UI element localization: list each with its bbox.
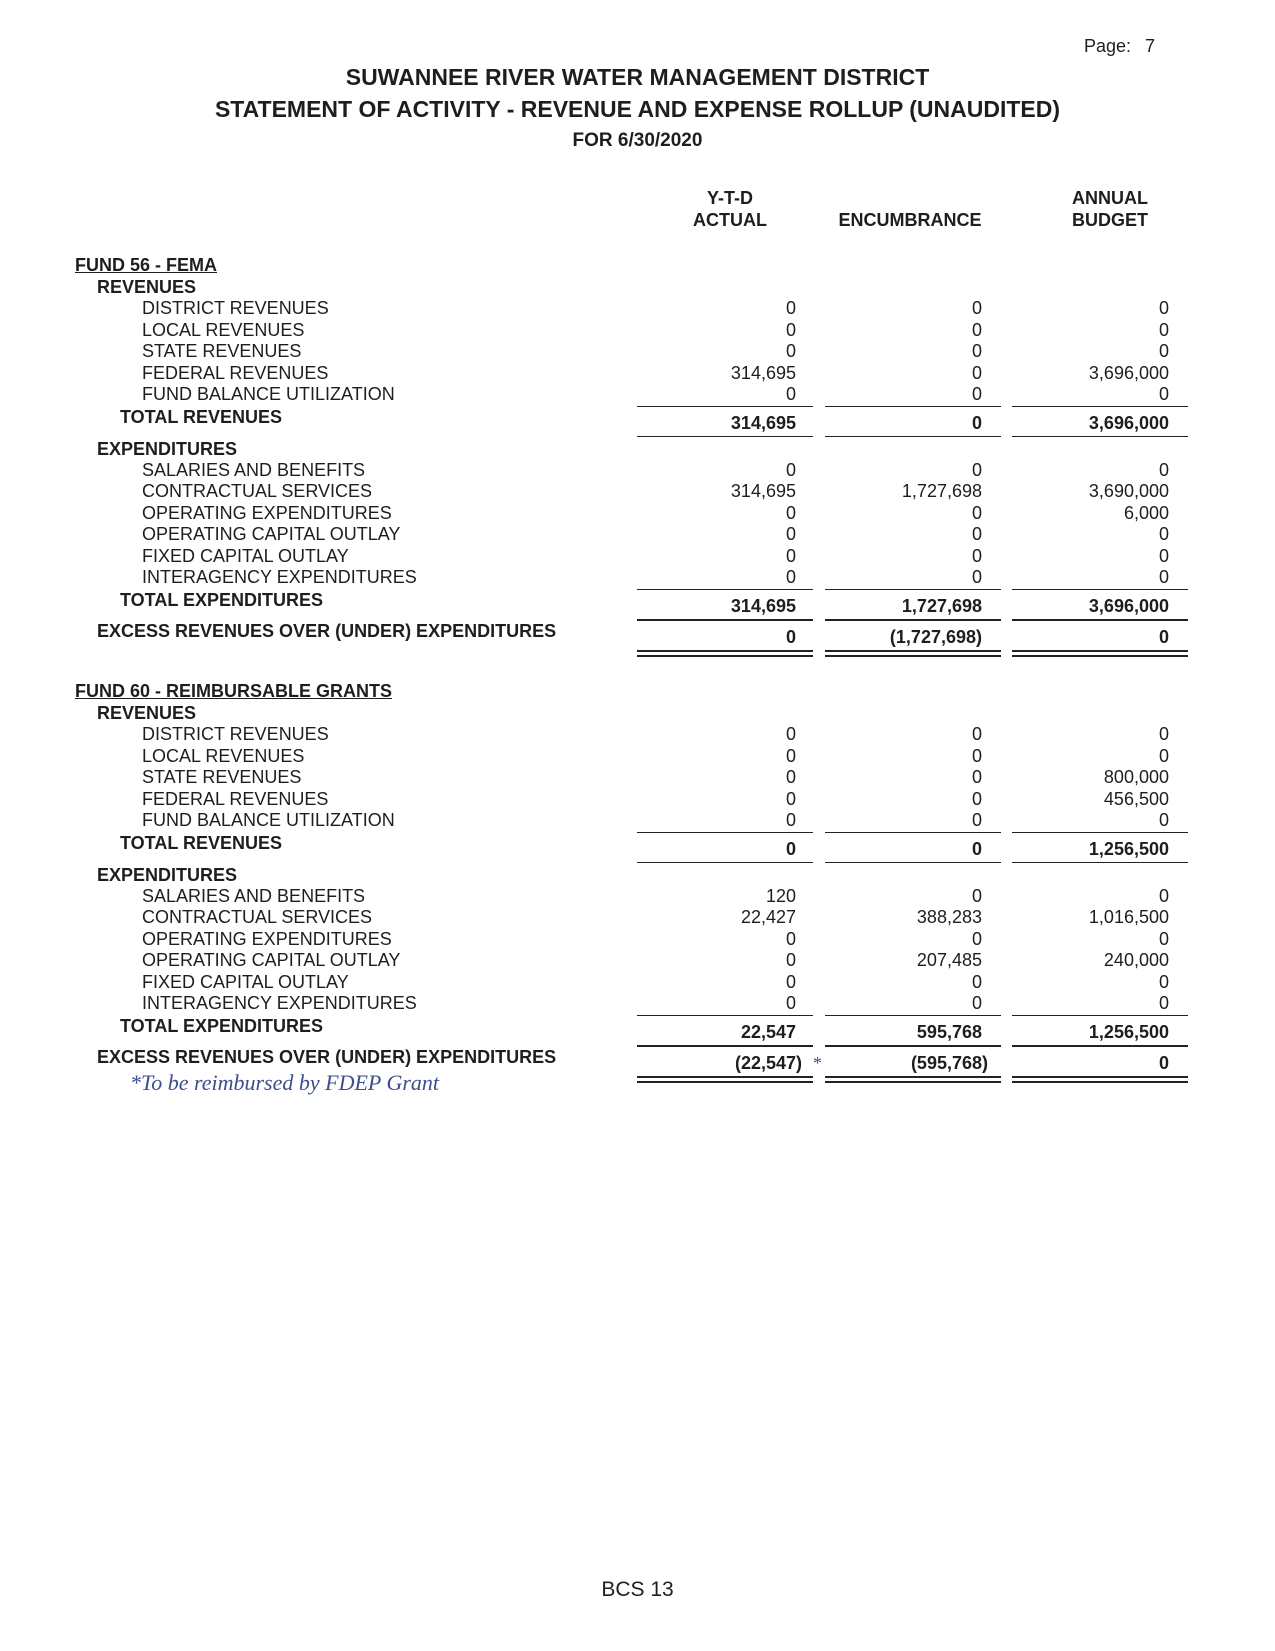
- rule: [1012, 1045, 1188, 1047]
- fund-60-rev-enc: 0: [971, 724, 982, 744]
- fund-56-exp-label: SALARIES AND BENEFITS: [142, 460, 366, 480]
- fund-60-expenditures-heading: EXPENDITURES: [97, 865, 238, 885]
- fund-60-rev-label: DISTRICT REVENUES: [142, 724, 329, 744]
- rule: [637, 406, 813, 407]
- fund-60-exp-actual: 120: [765, 886, 796, 906]
- fund-60-exp-budget: 0: [1158, 929, 1169, 949]
- rule: [1012, 862, 1188, 863]
- fund-56-total-revenues-budget: 3,696,000: [1088, 413, 1169, 433]
- fund-56-rev-budget: 0: [1158, 341, 1169, 361]
- fund-60-exp-actual: 0: [785, 993, 796, 1013]
- fund-56-rev-enc: 0: [971, 341, 982, 361]
- rule: [637, 589, 813, 590]
- fund-60-exp-enc: 0: [971, 993, 982, 1013]
- rule: [637, 1045, 813, 1047]
- fund-56-exp-budget: 0: [1158, 546, 1169, 566]
- fund-56-exp-enc: 0: [971, 546, 982, 566]
- fund-56-exp-enc: 0: [971, 503, 982, 523]
- fund-56-exp-label: FIXED CAPITAL OUTLAY: [142, 546, 349, 566]
- fund-56-exp-budget: 0: [1158, 524, 1169, 544]
- fund-60-total-expenditures-budget: 1,256,500: [1088, 1022, 1169, 1042]
- fund-56-rev-enc: 0: [971, 363, 982, 383]
- fund-60-excess-label: EXCESS REVENUES OVER (UNDER) EXPENDITURES: [97, 1047, 557, 1067]
- fund-60-rev-budget: 456,500: [1103, 789, 1169, 809]
- fund-56-rev-label: DISTRICT REVENUES: [142, 298, 329, 318]
- fund-56-exp-enc: 1,727,698: [901, 481, 982, 501]
- report-date: FOR 6/30/2020: [572, 130, 703, 151]
- fund-60-exp-label: SALARIES AND BENEFITS: [142, 886, 366, 906]
- fund-60-total-expenditures-enc: 595,768: [916, 1022, 982, 1042]
- fund-60-rev-budget: 0: [1158, 724, 1169, 744]
- fund-60-rev-actual: 0: [785, 789, 796, 809]
- fund-60-rev-budget: 800,000: [1103, 767, 1169, 787]
- fund-56-title: FUND 56 - FEMA: [75, 255, 218, 275]
- fund-56-rev-budget: 0: [1158, 320, 1169, 340]
- fund-60-exp-budget: 1,016,500: [1088, 907, 1169, 927]
- rule: [825, 862, 1001, 863]
- fund-60-exp-enc: 207,485: [916, 950, 982, 970]
- fund-60-exp-budget: 0: [1158, 886, 1169, 906]
- report-subtitle: STATEMENT OF ACTIVITY - REVENUE AND EXPENSE ROLLUP (UNAUDITED): [214, 96, 1061, 122]
- asterisk-marker: *: [813, 1053, 822, 1073]
- rule: [825, 832, 1001, 833]
- fund-60-total-revenues-label: TOTAL REVENUES: [120, 833, 283, 853]
- col-header-budget: BUDGET: [1072, 210, 1148, 230]
- fund-56-exp-actual: 0: [785, 546, 796, 566]
- fund-60-revenues-heading: REVENUES: [97, 703, 197, 723]
- rule: [1012, 1015, 1188, 1016]
- rule: [1012, 406, 1188, 407]
- fund-60-rev-label: STATE REVENUES: [142, 767, 302, 787]
- double-rule: [637, 650, 813, 657]
- fund-56-exp-budget: 6,000: [1123, 503, 1169, 523]
- fund-56-rev-budget: 3,696,000: [1088, 363, 1169, 383]
- fund-60-exp-enc: 388,283: [916, 907, 982, 927]
- page-number: [1084, 36, 1155, 57]
- fund-60-exp-label: OPERATING CAPITAL OUTLAY: [142, 950, 401, 970]
- fund-56-rev-enc: 0: [971, 320, 982, 340]
- fund-56-excess-enc: (1,727,698): [889, 627, 982, 647]
- fund-56-excess-label: EXCESS REVENUES OVER (UNDER) EXPENDITURES: [97, 621, 557, 641]
- rule: [637, 436, 813, 437]
- col-header-annual: ANNUAL: [1072, 188, 1148, 208]
- fund-56-total-revenues-actual: 314,695: [730, 413, 796, 433]
- report-title: SUWANNEE RIVER WATER MANAGEMENT DISTRICT: [345, 64, 930, 90]
- fund-60-exp-label: OPERATING EXPENDITURES: [142, 929, 392, 949]
- fund-56-rev-actual: 0: [785, 384, 796, 404]
- fund-56-exp-budget: 0: [1158, 567, 1169, 587]
- col-header-annual-budget: [1040, 187, 1180, 231]
- col-header-ytd: Y-T-D: [706, 188, 753, 208]
- fund-56-rev-actual: 314,695: [730, 363, 796, 383]
- fund-56-exp-budget: 3,690,000: [1088, 481, 1169, 501]
- fund-56-exp-actual: 0: [785, 503, 796, 523]
- fund-56-rev-label: FUND BALANCE UTILIZATION: [142, 384, 395, 404]
- fund-56-expenditures-heading: EXPENDITURES: [97, 439, 238, 459]
- fund-60-exp-enc: 0: [971, 972, 982, 992]
- fund-56-rev-budget: 0: [1158, 384, 1169, 404]
- rule: [1012, 589, 1188, 590]
- fund-60-exp-budget: 0: [1158, 993, 1169, 1013]
- double-rule: [825, 650, 1001, 657]
- fund-56-exp-label: CONTRACTUAL SERVICES: [142, 481, 373, 501]
- fund-60-rev-label: LOCAL REVENUES: [142, 746, 305, 766]
- fund-56-total-revenues-label: TOTAL REVENUES: [120, 407, 283, 427]
- fund-56-revenues-heading: REVENUES: [97, 277, 197, 297]
- fund-56-total-expenditures-enc: 1,727,698: [901, 596, 982, 616]
- fund-60-exp-enc: 0: [971, 929, 982, 949]
- fund-56-rev-actual: 0: [785, 298, 796, 318]
- double-rule: [637, 1076, 813, 1083]
- fund-60-exp-label: INTERAGENCY EXPENDITURES: [142, 993, 417, 1013]
- fund-56-exp-budget: 0: [1158, 460, 1169, 480]
- col-header-ytd-actual: [660, 187, 800, 231]
- fund-56-exp-enc: 0: [971, 524, 982, 544]
- fund-56-total-revenues-enc: 0: [971, 413, 982, 433]
- fund-56-exp-label: INTERAGENCY EXPENDITURES: [142, 567, 417, 587]
- col-header-actual: ACTUAL: [693, 210, 767, 230]
- col-header-encumbrance: ENCUMBRANCE: [838, 210, 982, 230]
- fund-56-excess-budget: 0: [1158, 627, 1169, 647]
- fund-60-rev-enc: 0: [971, 810, 982, 830]
- rule: [1012, 832, 1188, 833]
- fund-60-exp-budget: 0: [1158, 972, 1169, 992]
- rule: [825, 406, 1001, 407]
- fund-60-exp-actual: 22,427: [740, 907, 796, 927]
- fund-60-excess-budget: 0: [1158, 1053, 1169, 1073]
- fund-60-excess-actual: (22,547): [734, 1053, 802, 1073]
- fund-56-rev-actual: 0: [785, 320, 796, 340]
- fund-60-exp-enc: 0: [971, 886, 982, 906]
- fund-56-exp-enc: 0: [971, 567, 982, 587]
- fund-56-rev-label: LOCAL REVENUES: [142, 320, 305, 340]
- fund-60-rev-budget: 0: [1158, 810, 1169, 830]
- fund-56-exp-actual: 0: [785, 460, 796, 480]
- double-rule: [825, 1076, 1001, 1083]
- fund-56-rev-enc: 0: [971, 384, 982, 404]
- fund-60-exp-label: CONTRACTUAL SERVICES: [142, 907, 373, 927]
- fund-60-rev-budget: 0: [1158, 746, 1169, 766]
- rule: [1012, 436, 1188, 437]
- fund-60-exp-actual: 0: [785, 972, 796, 992]
- footer-code: BCS 13: [601, 1578, 674, 1601]
- rule: [637, 1015, 813, 1016]
- fund-60-exp-actual: 0: [785, 929, 796, 949]
- fund-60-total-expenditures-label: TOTAL EXPENDITURES: [120, 1016, 324, 1036]
- fund-60-rev-actual: 0: [785, 810, 796, 830]
- rule: [825, 1045, 1001, 1047]
- fund-56-exp-actual: 314,695: [730, 481, 796, 501]
- fund-56-excess-actual: 0: [785, 627, 796, 647]
- fund-60-rev-enc: 0: [971, 767, 982, 787]
- fund-60-total-revenues-actual: 0: [785, 839, 796, 859]
- fund-60-rev-enc: 0: [971, 746, 982, 766]
- fund-56-exp-label: OPERATING EXPENDITURES: [142, 503, 392, 523]
- page-number-value: 7: [1144, 36, 1155, 56]
- rule: [637, 862, 813, 863]
- fund-60-rev-label: FEDERAL REVENUES: [142, 789, 329, 809]
- reimbursement-note: *To be reimbursed by FDEP Grant: [130, 1070, 440, 1095]
- fund-60-rev-actual: 0: [785, 767, 796, 787]
- fund-60-exp-budget: 240,000: [1103, 950, 1169, 970]
- double-rule: [1012, 650, 1188, 657]
- fund-56-rev-label: FEDERAL REVENUES: [142, 363, 329, 383]
- fund-56-rev-enc: 0: [971, 298, 982, 318]
- rule: [637, 832, 813, 833]
- rule: [1012, 619, 1188, 621]
- fund-60-rev-enc: 0: [971, 789, 982, 809]
- rule: [825, 619, 1001, 621]
- fund-60-excess-enc: (595,768): [910, 1053, 988, 1073]
- fund-56-exp-label: OPERATING CAPITAL OUTLAY: [142, 524, 401, 544]
- rule: [825, 436, 1001, 437]
- double-rule: [1012, 1076, 1188, 1083]
- fund-60-exp-label: FIXED CAPITAL OUTLAY: [142, 972, 349, 992]
- fund-56-rev-budget: 0: [1158, 298, 1169, 318]
- fund-56-total-expenditures-budget: 3,696,000: [1088, 596, 1169, 616]
- fund-56-exp-actual: 0: [785, 524, 796, 544]
- rule: [825, 589, 1001, 590]
- fund-56-exp-actual: 0: [785, 567, 796, 587]
- fund-60-title: FUND 60 - REIMBURSABLE GRANTS: [75, 681, 393, 701]
- fund-56-exp-enc: 0: [971, 460, 982, 480]
- fund-56-rev-label: STATE REVENUES: [142, 341, 302, 361]
- fund-60-total-expenditures-actual: 22,547: [740, 1022, 796, 1042]
- fund-60-rev-label: FUND BALANCE UTILIZATION: [142, 810, 395, 830]
- fund-56-rev-actual: 0: [785, 341, 796, 361]
- page-label: Page:: [1083, 36, 1131, 56]
- fund-60-total-revenues-enc: 0: [971, 839, 982, 859]
- rule: [825, 1015, 1001, 1016]
- rule: [637, 619, 813, 621]
- fund-60-total-revenues-budget: 1,256,500: [1088, 839, 1169, 859]
- fund-60-exp-actual: 0: [785, 950, 796, 970]
- fund-56-total-expenditures-actual: 314,695: [730, 596, 796, 616]
- fund-60-rev-actual: 0: [785, 746, 796, 766]
- fund-60-rev-actual: 0: [785, 724, 796, 744]
- fund-56-total-expenditures-label: TOTAL EXPENDITURES: [120, 590, 324, 610]
